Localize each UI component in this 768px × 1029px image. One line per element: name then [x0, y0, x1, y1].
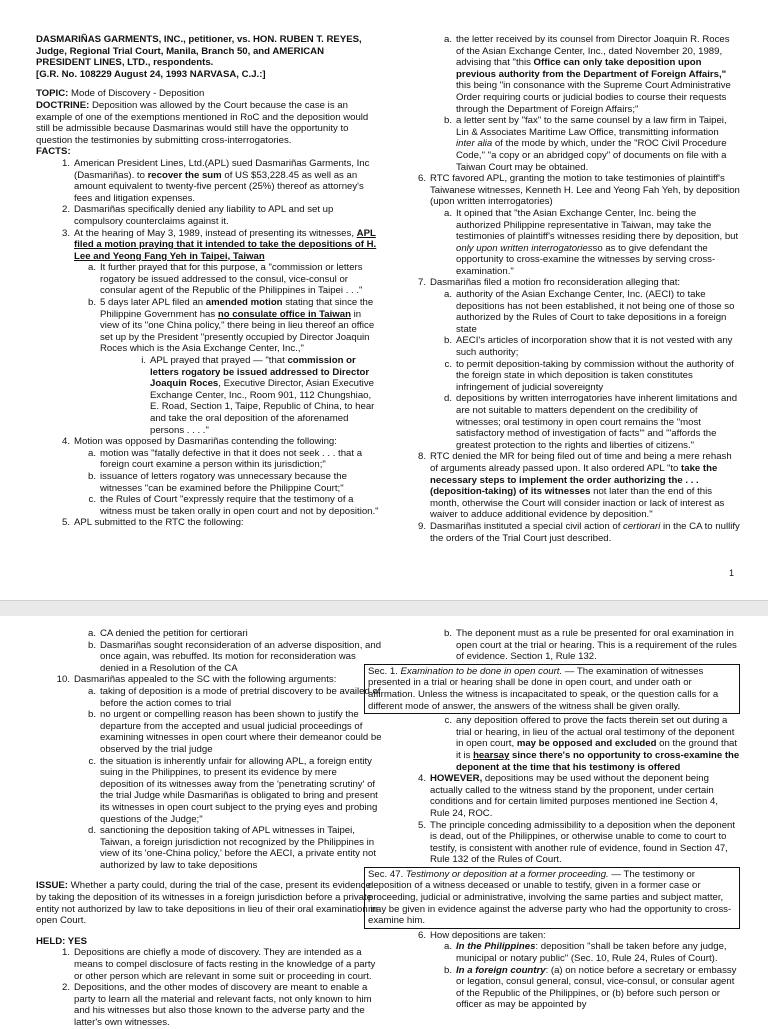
sub-item [440, 335, 740, 358]
held-item [410, 773, 740, 819]
page1-right-column [388, 34, 740, 544]
item-text: Dasmariñas appealed to the SC with the following arguments: [74, 674, 337, 686]
sub-item [440, 34, 740, 115]
sub-item [440, 289, 740, 335]
item-text [74, 158, 382, 204]
text-run: American President Lines, Ltd.(APL) sued Dasmariñas Garments, Inc (Dasmariñas). to [74, 157, 370, 181]
item-text [456, 34, 740, 115]
issue-line [36, 880, 382, 926]
item-letter: a. [443, 941, 452, 953]
item-text: The deponent must as a rule be presented for oral examination in open court at the trial or hearing. This is a requirement of the rules of evidence. Section 1, Rule 132. [456, 628, 737, 663]
case-title-line: PRESIDENT LINES, LTD., respondents. [36, 57, 214, 69]
issue-text: Whether a party could, during the trial of the case, present its evidence by taking the deposition of its witnesses in a foreign jurisdiction before a private entity not authorized by law to take depositions in lieu of their oral examination in open Court. [36, 880, 378, 927]
case-title [36, 34, 382, 80]
item-letter: c. [444, 358, 452, 370]
text-run: this being "in consonance with the Supreme Court Administrative Order requiring courts or judicial bodies to course their requests through the Department of Foreign Affairs;" [456, 80, 731, 115]
text-run: Dasmariñas instituted a special civil action of [430, 520, 624, 532]
item-letter: d. [87, 825, 96, 837]
item-text: Depositions are chiefly a mode of discovery. They are intended as a means to compel disclosure of facts resting in the knowledge of a party or other person which are relevant in some suit or proceeding in court. [74, 947, 376, 982]
item-text: Dasmariñas sought reconsideration of an adverse disposition, and once again, was rebuffed. Its motion for reconsideration was denied in a Resolution of the CA [100, 639, 382, 674]
sub-item [440, 941, 740, 964]
item-text [456, 965, 740, 1011]
sub-item [84, 471, 382, 494]
text-run: in view of its "one China policy," there being in lieu thereof an office set up by the President "presently occupied by Director Joaquin Roces which is the Asia Exchange Center, Inc.," [100, 308, 375, 355]
text-bold: amended motion [205, 297, 283, 309]
sub-item [84, 686, 382, 709]
text-run: RTC denied the MR for being filed out of time and being a mere rehash of arguments already passed upon. It also ordered APL "to [430, 451, 732, 474]
item-number: 8. [417, 451, 426, 463]
item-letter: a. [443, 34, 452, 45]
item-letter: b. [87, 470, 96, 482]
sub-item [440, 115, 740, 173]
item-text: Depositions, and the other modes of discovery are meant to enable a party to learn all the material and relevant facts, not only known to him and his witnesses but also those known to the adverse party and the latter's own witnesses. [74, 982, 372, 1028]
item-number: 7. [417, 277, 426, 289]
item-letter: b. [443, 115, 452, 127]
text-run: stating that since the Philippine Government has [100, 297, 374, 320]
item-text: Dasmariñas specifically denied any liability to APL and set up compulsory counterclaims against it. [74, 204, 334, 227]
sub-item [440, 715, 740, 773]
text-bold-underline: APL filed a motion praying that it intended to take the depositions of H. Lee and Yeong Fang Yeh in Taipei, Taiwan [74, 227, 377, 262]
item-text: the Rules of Court "expressly require that the testimony of a witness must be taken orally in open court and not by deposition." [100, 494, 379, 517]
item-number: 4. [61, 436, 70, 448]
item-letter: b. [87, 297, 96, 309]
text-italic: inter alia [456, 138, 493, 150]
fact-item [54, 204, 382, 227]
text-run: : (a) on notice before a secretary or embassy or legation, consul general, consul, vice-consul, or consular agent of the Republic of the Philippines, or (b) before such person or officer as may be appointed by [456, 964, 737, 1011]
case-title-line: Judge, Regional Trial Court, Manila, Branch 50, and AMERICAN [36, 45, 325, 57]
item-text: CA denied the petition for certiorari [100, 628, 248, 639]
item-text: Motion was opposed by Dasmariñas contending the following: [74, 436, 337, 448]
item-text [100, 297, 382, 355]
held-item [54, 947, 382, 982]
item-text: How depositions are taken: [430, 929, 546, 941]
item-letter: a. [443, 207, 452, 219]
held-item [410, 820, 740, 866]
fact-item [410, 173, 740, 208]
item-text: AECI's articles of incorporation show that it is not vested with any such authority; [456, 335, 733, 359]
item-letter: c. [444, 715, 452, 727]
sub-item [84, 262, 382, 297]
sub-item [440, 359, 740, 394]
document-page-2 [0, 616, 768, 1028]
text-run: — The examination of witnesses presented in a trial or hearing shall be done in open court, and under oath or affirmation. Unless the witness is incapacitated to speak, or the question calls for a different mode of answer, the answers of the witness shall be given orally. [368, 665, 719, 712]
doctrine-line [36, 100, 382, 146]
item-number: 10. [56, 674, 70, 686]
text-bold: commission or letters rogatory be issued addressed to Director Joaquin Roces [150, 355, 370, 390]
item-text: the situation is inherently unfair for allowing APL, a foreign entity suing in the Philippines, to present its evidence by mere deposition of its witnesses away from the 'penetrating scrutiny' of the trial Judge while Dasmariñas is obligated to bring and present its witnesses in open court subject to the prying eyes and probing questions of the Judge;" [100, 755, 378, 825]
fact-item [54, 517, 382, 529]
text-run: any deposition offered to prove the facts therein set out during a trial or hearing, in lieu of the actual oral testimony of the deponent in open court, [456, 715, 735, 750]
item-letter: b. [443, 628, 452, 639]
item-number: 2. [61, 204, 70, 216]
sub-item [84, 494, 382, 517]
fact-item [410, 277, 740, 289]
item-letter: b. [443, 335, 452, 347]
text-italic: Testimony or deposition at a former proceeding. [405, 868, 609, 880]
page2-right-column [368, 628, 740, 1011]
rule-excerpt-box [364, 664, 740, 714]
fact-item [410, 451, 740, 521]
item-number: 1. [61, 157, 70, 169]
text-run: APL prayed that prayed — "that [150, 355, 288, 367]
held-heading: HELD: YES [36, 935, 87, 947]
text-bold: since there's no opportunity to cross-examine the deponent at the time that his testimony is offered [456, 749, 740, 773]
item-number: 5. [61, 517, 70, 529]
item-text: issuance of letters rogatory was unnecessary because the witnesses "can be examined before the Philippine Court;" [100, 470, 347, 494]
topic-label: TOPIC: [36, 88, 69, 100]
text-italic: Examination to be done in open court. [400, 665, 563, 677]
item-text: depositions by written interrogatories have inherent limitations and are not suitable to matters dependent on the credibility of witnesses; oral testimony in open court remains the "most satisfactory method of investigation of facts'" and '"affords the greatest protection to the rights and liberties of citizens." [456, 393, 738, 451]
text-run: depositions may be used without the deponent being actually called to the witness stand by the proponent, under certain conditions and for certain limited purposes mentioned ine Section 4, Rule 24, ROC. [430, 773, 718, 819]
item-number: 3. [61, 227, 70, 239]
doctrine-text: Deposition was allowed by the Court because the case is an example of one of the exemptions mentioned in RoC and the deposition would still be admissible because Dasmarinas would still have the opportunity to question the testimonies by submitting cross-interrogatories. [36, 99, 369, 146]
text-run: Sec. 47. [368, 868, 406, 880]
text-run: At the hearing of May 3, 1989, instead of presenting its witnesses, [74, 227, 357, 239]
item-text: APL submitted to the RTC the following: [74, 517, 244, 529]
text-run: , Executive Director, Asian Executive Exchange Center, Inc., Room 901, 112 Chungshiao, E. Road, Section 1, Taipe, Republic of China, to hear and take the oral deposition of the aforenamed persons . . . ." [150, 378, 375, 436]
text-run: 5 days later APL filed an [100, 297, 206, 309]
item-text [74, 228, 382, 263]
held-item [410, 930, 740, 942]
text-bold: HOWEVER, [430, 773, 483, 785]
text-run: the letter received by its counsel from Director Joaquin R. Roces of the Asian Exchange Center, Inc., dated November 20, 1989, advising that "this [456, 34, 730, 69]
text-run: : deposition "shall be taken before any judge, municipal or notary public" (Sec. 10, Rule 24, Rules of Court). [456, 941, 727, 965]
text-bold: Office can only take deposition upon previous authority from the Department of Foreign Affairs," [456, 57, 727, 80]
item-number: 1. [61, 947, 70, 959]
text-run: of the mode by which, under the "ROC Civil Procedure Code," "a copy or an abridged copy" of documents on file with a Taiwan Court may be obtained. [456, 138, 727, 173]
sub-item [84, 709, 382, 755]
text-bold-italic: In a foreign country [456, 964, 546, 976]
doctrine-label: DOCTRINE: [36, 99, 90, 111]
item-text: no urgent or compelling reason has been shown to justify the departure from the accepted and usual judicial proceedings of examining witnesses in open court where their demeanor could be observed by the trial judge [100, 709, 382, 755]
item-text: Dasmariñas filed a motion fro reconsideration alleging that: [430, 277, 681, 289]
fact-item [410, 521, 740, 544]
item-text: RTC favored APL, granting the motion to take testimonies of plaintiff's Taiwanese witnesses, Kenneth H. Lee and Yeong Fah Yeh, by deposition (upon written interrogatories) [430, 173, 740, 208]
item-text: taking of deposition is a mode of pretrial discovery to be availed of before the action comes to trial [100, 685, 381, 709]
text-bold: may be opposed and excluded [516, 738, 657, 750]
text-run: Sec. 1. [368, 665, 401, 677]
held-item [54, 982, 382, 1028]
fact-item [54, 228, 382, 263]
page-number: 1 [728, 568, 734, 578]
sub-sub-item [136, 355, 382, 436]
sub-item [440, 393, 740, 451]
item-number: 6. [417, 173, 426, 185]
item-letter: a. [87, 262, 96, 274]
item-text [430, 521, 740, 544]
sub-item [84, 756, 382, 826]
facts-heading: FACTS: [36, 146, 71, 158]
page2-left-column [36, 628, 382, 1029]
sub-item [84, 448, 382, 471]
sub-item [84, 628, 382, 640]
item-roman: i. [141, 355, 146, 367]
item-letter: a. [443, 289, 452, 301]
sub-item [84, 297, 382, 355]
item-letter: b. [87, 709, 96, 721]
item-text [456, 208, 740, 278]
fact-item [54, 674, 382, 686]
item-text [456, 941, 740, 964]
item-text: to permit deposition-taking by commission without the authority of the foreign state in which deposition is taken constitutes infringement of judicial sovereignty [456, 358, 734, 393]
text-bold-italic: In the Philippines [456, 941, 536, 953]
text-run: of US $53,228.45 as well as an amount equivalent to twenty-five percent (25%) thereof as attorney's fees and litigation expenses. [74, 169, 364, 204]
item-letter: a. [87, 447, 96, 459]
sub-item [440, 965, 740, 1011]
item-letter: c. [88, 755, 96, 767]
text-run: not later than the end of this month, otherwise the Court will consider inaction or lack of interest as waiver to adduce additional evidence by deposition." [430, 486, 725, 521]
text-bold: take the necessary steps to implement the order authorizing the . . . (deposition-taking) of its witnesses [430, 462, 718, 498]
item-text: The principle conceding admissibility to a deposition when the deponent is dead, out of the Philippines, or otherwise unable to come to court to testify, is consistent with another rule of evidence, found in Section 47, Rule 132 of the Rules of Court. [430, 819, 736, 866]
item-text [430, 451, 740, 521]
rule-excerpt-box [364, 867, 740, 929]
item-letter: c. [88, 494, 96, 506]
item-text: sanctioning the deposition taking of APL witnesses in Taipei, Taiwan, a foreign jurisdiction not recognized by the Philippines in view of its 'one-China policy,' before the AECI, a private entity not authorized by law to take depositions [100, 825, 376, 871]
case-title-line: [G.R. No. 108229 August 24, 1993 NARVASA, C.J.:] [36, 68, 266, 80]
sub-item [440, 208, 740, 278]
item-number: 4. [417, 773, 426, 785]
text-italic: certiorari [623, 520, 661, 532]
text-run: on the ground that it is [456, 738, 738, 761]
item-text: motion was "fatally defective in that it does not seek . . . that a foreign court examine a person within its jurisdiction;" [100, 447, 363, 471]
text-bold-underline: hearsay [473, 749, 510, 761]
item-number: 6. [417, 929, 426, 941]
text-bold-underline: no consulate office in Taiwan [217, 308, 351, 320]
text-run: so as to give defendant the opportunity to cross-examine the witnesses by serving cross-examination." [456, 242, 716, 277]
topic-text: Mode of Discovery - Deposition [71, 88, 205, 100]
item-text [150, 355, 382, 436]
item-letter: d. [443, 393, 452, 405]
text-run: in the CA to nullify the orders of the Trial Court just described. [430, 520, 740, 544]
page1-left-column [36, 34, 382, 529]
item-text: It further prayed that for this purpose, a "commission or letters rogatory be issued addressed to the consul, vice-consul or consular agent of the Republic of the Philippines in Taipei . . ." [100, 262, 363, 297]
item-number: 9. [417, 520, 426, 532]
text-bold: recover the sum [147, 169, 222, 181]
fact-item [54, 158, 382, 204]
item-text: authority of the Asian Exchange Center, Inc. (AECI) to take depositions has not been established, it not being one of those so authorized by the Rules of Court to take depositions in a foreign state [456, 289, 735, 335]
sub-item [440, 628, 740, 663]
text-italic: only upon written interrogatories [456, 242, 593, 254]
text-run: It opined that "the Asian Exchange Center, Inc. being the authorized Philippine representative in Taiwan, may take the testimonies of plaintiff's witnesses residing there by deposition, but [456, 207, 739, 243]
sub-item [84, 640, 382, 675]
item-letter: b. [87, 639, 96, 651]
item-number: 5. [417, 819, 426, 831]
text-run: a letter sent by "fax" to the same counsel by a law firm in Taipei, Lin & Associates Maritime Law Office, transmitting information [456, 115, 727, 138]
sub-item [84, 825, 382, 871]
item-text [430, 773, 740, 819]
issue-label: ISSUE: [36, 880, 68, 892]
item-number: 2. [61, 982, 70, 994]
fact-item [54, 436, 382, 448]
text-run: — The testimony or deposition of a witness deceased or unable to testify, given in a former case or proceeding, judicial or administrative, involving the same parties and subject matter, may be given in evidence against the adverse party who had the opportunity to cross-examine him. [368, 868, 732, 927]
item-text [456, 115, 740, 173]
item-letter: a. [87, 685, 96, 697]
case-title-line: DASMARIÑAS GARMENTS, INC., petitioner, vs. HON. RUBEN T. REYES, [36, 34, 362, 45]
topic-line [36, 88, 382, 100]
item-letter: b. [443, 964, 452, 976]
item-letter: a. [87, 628, 96, 639]
item-text [456, 715, 740, 773]
